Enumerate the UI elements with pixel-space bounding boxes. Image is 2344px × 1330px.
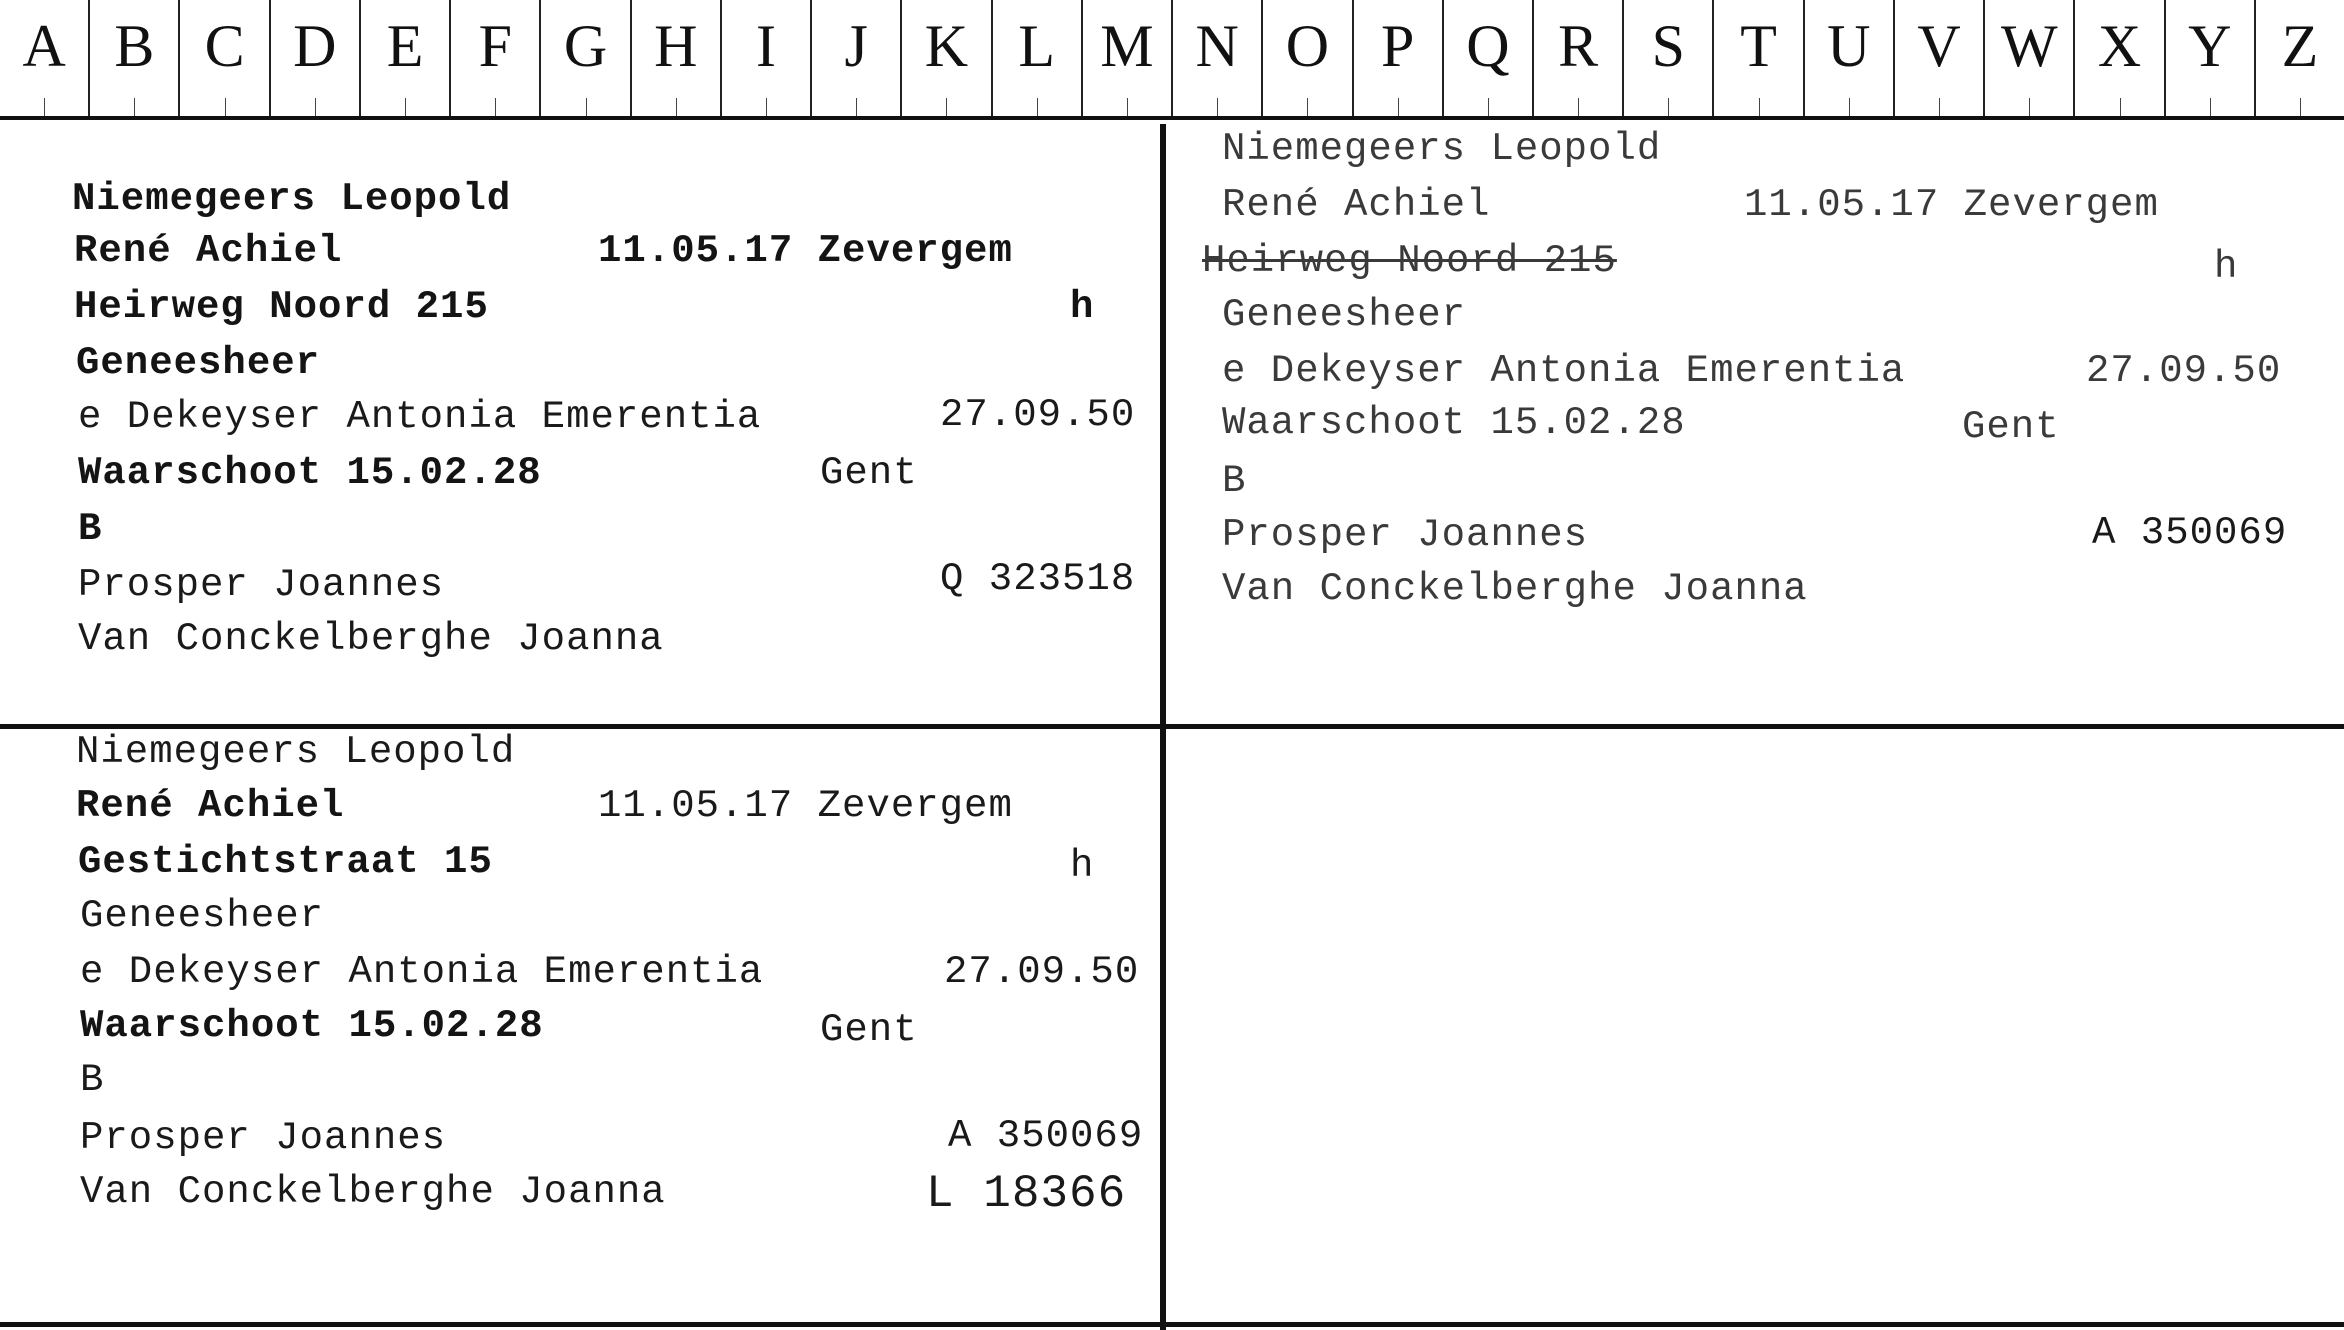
ruler-letter-s: S: [1622, 0, 1712, 116]
card-father: Prosper Joannes: [80, 1116, 447, 1160]
ruler-letter-t: T: [1712, 0, 1802, 116]
ruler-letter-m: M: [1081, 0, 1171, 116]
card-address-struck: Heirweg Noord 215: [1202, 239, 1617, 283]
ruler-letter-y: Y: [2164, 0, 2254, 116]
card-birth: 11.05.17 Zevergem: [598, 229, 1013, 273]
card-spouse: e Dekeyser Antonia Emerentia: [1222, 349, 1906, 393]
ruler-letter-g: G: [539, 0, 629, 116]
card-birth: 11.05.17 Zevergem: [1744, 183, 2159, 227]
card-mark-h: h: [1070, 844, 1095, 888]
card-top-left: [0, 124, 1160, 724]
ruler-letter-k: K: [900, 0, 990, 116]
card-spouse: e Dekeyser Antonia Emerentia: [78, 395, 762, 439]
ruler-letter-x: X: [2073, 0, 2163, 116]
card-address: Heirweg Noord 215: [74, 285, 489, 329]
ruler-letter-a: A: [0, 0, 88, 116]
card-mark-h: h: [1070, 285, 1095, 329]
card-spouse: e Dekeyser Antonia Emerentia: [80, 950, 764, 994]
card-mother: Van Conckelberghe Joanna: [80, 1170, 666, 1214]
card-code: B: [78, 507, 103, 551]
card-given-names: René Achiel: [74, 229, 343, 273]
ruler-letter-r: R: [1532, 0, 1622, 116]
card-top-right: [1166, 124, 2344, 724]
card-father: Prosper Joannes: [78, 563, 445, 607]
card-father: Prosper Joannes: [1222, 513, 1589, 557]
ruler-letter-f: F: [449, 0, 539, 116]
card-spouse-birth: Waarschoot 15.02.28: [1222, 401, 1686, 445]
card-address: Gestichtstraat 15: [78, 840, 493, 884]
ruler-letter-u: U: [1803, 0, 1893, 116]
ruler-letter-n: N: [1171, 0, 1261, 116]
card-profession: Geneesheer: [76, 341, 321, 385]
ruler-letter-z: Z: [2254, 0, 2344, 116]
ruler-letter-i: I: [720, 0, 810, 116]
card-spouse-city: Gent: [820, 451, 918, 495]
bottom-edge: [0, 1322, 2344, 1327]
ruler-letter-q: Q: [1442, 0, 1532, 116]
card-spouse-birth: Waarschoot 15.02.28: [80, 1004, 544, 1048]
ruler-letter-j: J: [810, 0, 900, 116]
card-spouse-birth: Waarschoot 15.02.28: [78, 451, 542, 495]
alphabet-ruler: [0, 0, 2344, 120]
ruler-letter-p: P: [1352, 0, 1442, 116]
card-profession: Geneesheer: [1222, 293, 1467, 337]
ruler-letter-w: W: [1983, 0, 2073, 116]
ruler-letter-l: L: [991, 0, 1081, 116]
card-name: Niemegeers Leopold: [76, 730, 516, 774]
card-marriage-date: 27.09.50: [2086, 349, 2282, 393]
card-given-names: René Achiel: [76, 784, 345, 828]
card-given-names: René Achiel: [1222, 183, 1491, 227]
ruler-letter-c: C: [178, 0, 268, 116]
ruler-letter-b: B: [88, 0, 178, 116]
card-bottom-left: [0, 729, 1160, 1322]
card-name: Niemegeers Leopold: [72, 177, 512, 221]
card-mother: Van Conckelberghe Joanna: [1222, 567, 1808, 611]
card-code: B: [1222, 459, 1247, 503]
card-marriage-date: 27.09.50: [944, 950, 1140, 994]
card-number: A 350069: [948, 1114, 1144, 1158]
ruler-letter-d: D: [269, 0, 359, 116]
card-code: B: [80, 1058, 105, 1102]
ruler-letter-v: V: [1893, 0, 1983, 116]
card-birth: 11.05.17 Zevergem: [598, 784, 1013, 828]
card-number: Q 323518: [940, 557, 1136, 601]
card-marriage-date: 27.09.50: [940, 393, 1136, 437]
ruler-letter-h: H: [630, 0, 720, 116]
card-mother: Van Conckelberghe Joanna: [78, 617, 664, 661]
card-number: A 350069: [2092, 511, 2288, 555]
card-name: Niemegeers Leopold: [1222, 127, 1662, 171]
card-profession: Geneesheer: [80, 894, 325, 938]
card-spouse-city: Gent: [1962, 405, 2060, 449]
card-bottom-right-blank: [1166, 729, 2344, 1322]
ruler-letter-e: E: [359, 0, 449, 116]
card-spouse-city: Gent: [820, 1008, 918, 1052]
ruler-letter-o: O: [1261, 0, 1351, 116]
card-extra-number: L 18366: [926, 1168, 1127, 1220]
card-mark-h: h: [2214, 245, 2239, 289]
